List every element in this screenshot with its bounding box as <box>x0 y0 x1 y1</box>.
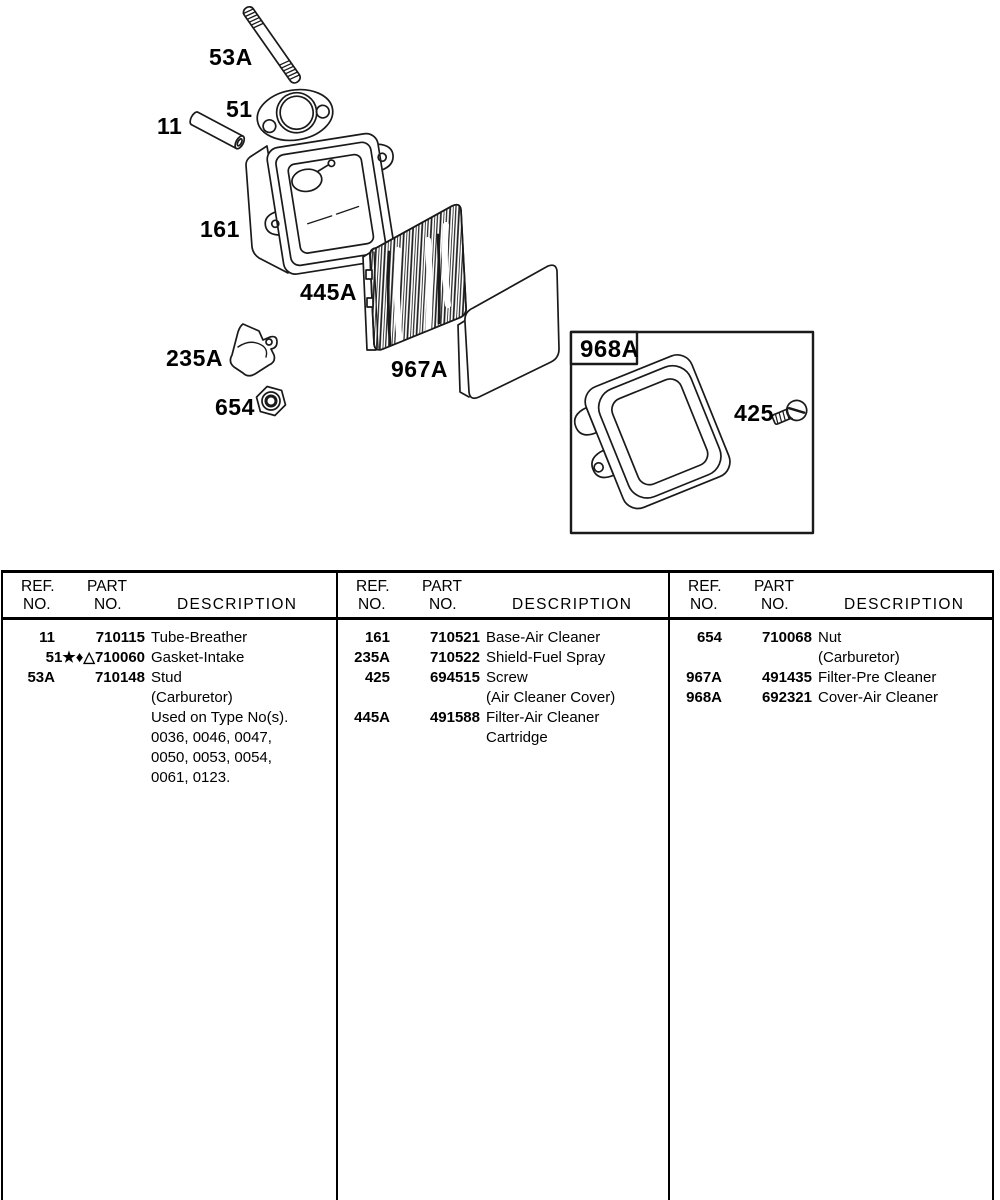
part-no-cell: 694515 <box>429 669 480 686</box>
ref-no-cell: 445A <box>354 709 390 726</box>
ref-no-cell: 235A <box>354 649 390 666</box>
part-no-cell: 491588 <box>429 709 480 726</box>
part-no-cell: 710115 <box>95 629 145 646</box>
description-cell: 0036, 0046, 0047, <box>151 729 272 746</box>
description-cell: 0061, 0123. <box>151 769 231 786</box>
part-no-cell: 491435 <box>761 669 812 686</box>
description-cell: Screw <box>486 669 528 686</box>
table-column-1 <box>3 573 333 1200</box>
description-cell: Filter-Pre Cleaner <box>818 669 937 686</box>
description-cell: Shield-Fuel Spray <box>486 649 606 666</box>
table-row <box>3 708 333 728</box>
part-no-cell: 710522 <box>429 649 480 666</box>
table-row <box>338 648 666 668</box>
description-cell: Filter-Air Cleaner <box>486 709 600 726</box>
callout-53a: 53A <box>209 44 253 70</box>
table-row <box>3 748 333 768</box>
part-no-cell: 710068 <box>761 629 812 646</box>
parts-table <box>1 570 994 1200</box>
part-header-no: NO. <box>761 596 789 613</box>
fuel-spray-shield-drawing <box>230 324 277 376</box>
description-cell: Nut <box>818 629 842 646</box>
callout-654: 654 <box>215 394 255 420</box>
table-row <box>3 648 333 668</box>
ref-header-no: NO. <box>690 596 718 613</box>
table-row <box>3 688 333 708</box>
table-row <box>338 728 666 748</box>
description-cell: (Air Cleaner Cover) <box>486 689 616 706</box>
table-column-3 <box>670 573 992 1200</box>
callout-235a: 235A <box>166 345 223 371</box>
table-row <box>670 688 992 708</box>
part-no-cell: 710521 <box>429 629 480 646</box>
ref-no-cell: 968A <box>686 689 722 706</box>
ref-no-cell: 53A <box>27 669 55 686</box>
column-body <box>670 628 992 708</box>
callout-968a: 968A <box>580 336 640 363</box>
ref-no-cell: 654 <box>696 629 722 646</box>
gasket-drawing <box>254 84 337 145</box>
ref-no-cell: 161 <box>364 629 390 646</box>
table-row <box>3 768 333 788</box>
description-cell: Gasket-Intake <box>151 649 245 666</box>
table-row <box>670 668 992 688</box>
table-row <box>3 728 333 748</box>
description-cell: Cartridge <box>486 729 548 746</box>
table-row <box>338 668 666 688</box>
description-cell: Stud <box>151 669 182 686</box>
table-row <box>338 708 666 728</box>
description-header: DESCRIPTION <box>844 596 965 613</box>
callout-967a: 967A <box>391 356 448 382</box>
callout-161: 161 <box>200 216 240 242</box>
table-row <box>3 668 333 688</box>
ref-no-cell: 11 <box>39 629 55 646</box>
table-row <box>338 628 666 648</box>
exploded-view-diagram <box>0 0 1000 565</box>
description-cell: Base-Air Cleaner <box>486 629 601 646</box>
callout-11: 11 <box>157 113 183 139</box>
ref-part-cell: 51★♦△710060 <box>45 649 145 666</box>
nut-drawing <box>257 387 286 416</box>
part-header: PART <box>87 578 127 595</box>
callout-445a: 445A <box>300 279 357 305</box>
description-cell: (Carburetor) <box>818 649 900 666</box>
description-cell: Cover-Air Cleaner <box>818 689 939 706</box>
column-body <box>338 628 666 748</box>
table-row <box>670 628 992 648</box>
table-row <box>670 648 992 668</box>
table-column-2 <box>338 573 666 1200</box>
exploded-view-art <box>0 0 1000 565</box>
part-no-cell: 710148 <box>94 669 145 686</box>
description-header: DESCRIPTION <box>177 596 298 613</box>
callout-51: 51 <box>226 96 253 122</box>
callout-425: 425 <box>734 400 774 426</box>
part-header-no: NO. <box>429 596 457 613</box>
description-cell: Tube-Breather <box>151 629 248 646</box>
ref-header: REF. <box>688 578 722 595</box>
description-cell: (Carburetor) <box>151 689 233 706</box>
pre-cleaner-drawing <box>458 265 559 398</box>
part-header-no: NO. <box>94 596 122 613</box>
part-header: PART <box>422 578 462 595</box>
ref-no-cell: 967A <box>686 669 722 686</box>
ref-header-no: NO. <box>358 596 386 613</box>
description-header: DESCRIPTION <box>512 596 633 613</box>
table-row <box>3 628 333 648</box>
ref-header-no: NO. <box>23 596 51 613</box>
ref-header: REF. <box>21 578 55 595</box>
table-row <box>338 688 666 708</box>
part-header: PART <box>754 578 794 595</box>
description-cell: 0050, 0053, 0054, <box>151 749 272 766</box>
part-no-cell: 692321 <box>761 689 812 706</box>
column-body <box>3 628 333 788</box>
ref-header: REF. <box>356 578 390 595</box>
ref-no-cell: 425 <box>364 669 390 686</box>
description-cell: Used on Type No(s). <box>151 709 289 726</box>
